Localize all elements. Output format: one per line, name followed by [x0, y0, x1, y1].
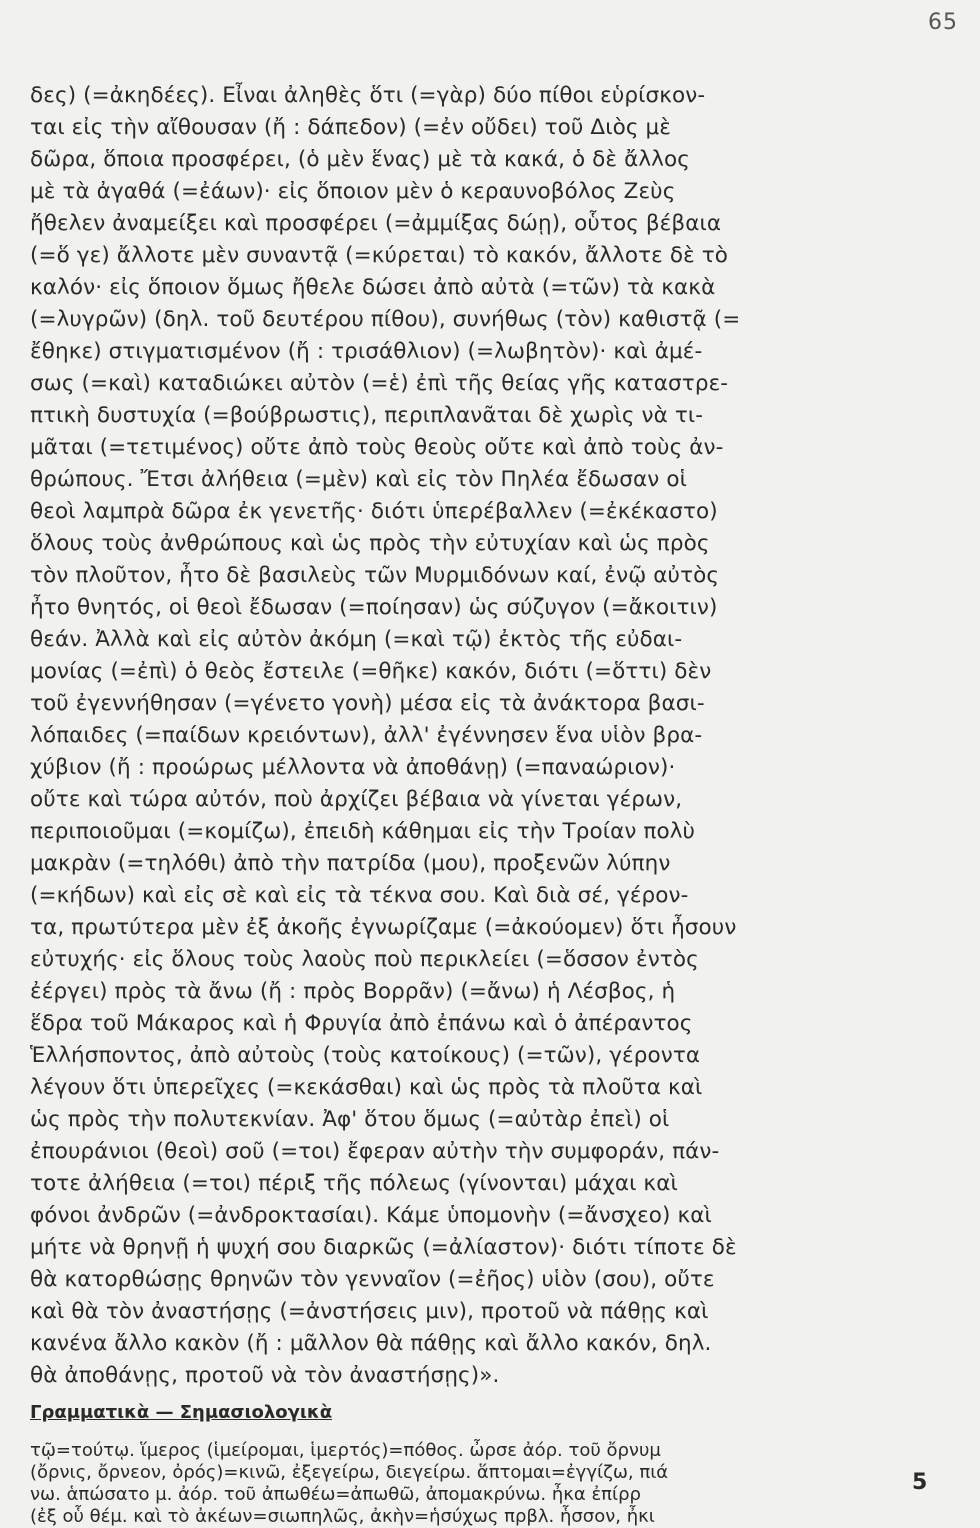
body-line: ἕδρα τοῦ Μάκαρος καὶ ἡ Φρυγία ἀπὸ ἐπάνω καὶ ὁ ἀπέραντος — [30, 1011, 693, 1036]
body-line: τα, πρωτύτερα μὲν ἐξ ἀκοῆς ἐγνωρίζαμε (=ἀκούομεν) ὅτι ἦσουν — [30, 915, 737, 940]
body-text — [30, 80, 955, 1392]
body-line: μακρὰν (=τηλόθι) ἀπὸ τὴν πατρίδα (μου), προξενῶν λύπην — [30, 851, 671, 876]
body-line: (=λυγρῶν) (δηλ. τοῦ δευτέρου πίθου), συνήθως (τὸν) καθιστᾷ (= — [30, 307, 741, 332]
body-line: κανένα ἄλλο κακὸν (ἤ : μᾶλλον θὰ πάθῃς καὶ ἄλλο κακόν, δηλ. — [30, 1331, 712, 1356]
body-line: ὡς πρὸς τὴν πολυτεκνίαν. Ἀφ' ὅτου ὅμως (=αὐτὰρ ἐπεὶ) οἱ — [30, 1107, 670, 1132]
body-line: μᾶται (=τετιμένος) οὔτε ἀπὸ τοὺς θεοὺς οὔτε καὶ ἀπὸ τοὺς ἀν- — [30, 435, 724, 460]
body-line: μὲ τὰ ἀγαθά (=ἐάων)· εἰς ὅποιον μὲν ὁ κεραυνοβόλος Ζεὺς — [30, 179, 676, 204]
glossary-line: νω. ἁπώσατο μ. ἀόρ. τοῦ ἀπωθέω=ἀπωθῶ, ἀπομακρύνω. ἦκα ἐπίρρ — [30, 1484, 641, 1505]
body-line: ὅλους τοὺς ἀνθρώπους καὶ ὡς πρὸς τὴν εὐτυχίαν καὶ ὡς πρὸς — [30, 531, 710, 556]
body-line: θεάν. Ἀλλὰ καὶ εἰς αὐτὸν ἀκόμη (=καὶ τῷ) ἐκτὸς τῆς εὐδαι- — [30, 627, 683, 652]
body-line: καλόν· εἰς ὅποιον ὅμως ἤθελε δώσει ἀπὸ αὐτὰ (=τῶν) τὰ κακὰ — [30, 275, 716, 300]
page-number-bottom: 5 — [912, 1470, 928, 1495]
body-line: θεοὶ λαμπρὰ δῶρα ἐκ γενετῆς· διότι ὑπερέβαλλεν (=ἐκέκαστο) — [30, 499, 718, 524]
page-number-top: 65 — [928, 10, 958, 35]
glossary-line: (ἐξ οὗ θέμ. καὶ τὸ ἀκέων=σιωπηλῶς, ἀκὴν=ἡσύχως πρβλ. ἧσσον, ἦκι — [30, 1506, 655, 1527]
body-line: λόπαιδες (=παίδων κρειόντων), ἀλλ' ἐγέννησεν ἕνα υἱὸν βρα- — [30, 723, 703, 748]
glossary — [30, 1440, 955, 1528]
glossary-line: τῷ=τούτῳ. ἵμερος (ἱμείρομαι, ἱμερτός)=πόθος. ὦρσε ἀόρ. τοῦ ὄρνυμ — [30, 1440, 661, 1461]
body-line: δες) (=ἀκηδέες). Εἶναι ἀληθὲς ὅτι (=γὰρ) δύο πίθοι εὑρίσκον- — [30, 83, 706, 108]
body-line: ἐπουράνιοι (θεοὶ) σοῦ (=τοι) ἔφεραν αὐτὴν τὴν συμφοράν, πάν- — [30, 1139, 720, 1164]
body-line: (=ὅ γε) ἄλλοτε μὲν συναντᾷ (=κύρεται) τὸ κακόν, ἄλλοτε δὲ τὸ — [30, 243, 729, 268]
body-line: δῶρα, ὅποια προσφέρει, (ὁ μὲν ἕνας) μὲ τὰ κακά, ὁ δὲ ἄλλος — [30, 147, 690, 172]
body-line: θὰ κατορθώσῃς θρηνῶν τὸν γενναῖον (=ἐῆος) υἱὸν (σου), οὔτε — [30, 1267, 715, 1292]
body-line: μήτε νὰ θρηνῇ ἡ ψυχή σου διαρκῶς (=ἀλίαστον)· διότι τίποτε δὲ — [30, 1235, 737, 1260]
body-line: τὸν πλοῦτον, ἦτο δὲ βασιλεὺς τῶν Μυρμιδόνων καί, ἐνῷ αὐτὸς — [30, 563, 720, 588]
body-line: θὰ ἀποθάνῃς, προτοῦ νὰ τὸν ἀναστήσῃς)». — [30, 1363, 500, 1388]
body-line: θρώπους. Ἔτσι ἀλήθεια (=μὲν) καὶ εἰς τὸν Πηλέα ἔδωσαν οἱ — [30, 467, 687, 492]
body-line: ἤθελεν ἀναμείξει καὶ προσφέρει (=ἀμμίξας δώῃ), οὗτος βέβαια — [30, 211, 722, 236]
body-line: πτικὴ δυστυχία (=βούβρωστις), περιπλανᾶται δὲ χωρὶς νὰ τι- — [30, 403, 704, 428]
glossary-heading: Γραμματικὰ — Σημασιολογικὰ — [30, 1402, 333, 1423]
body-line: μονίας (=ἐπὶ) ὁ θεὸς ἔστειλε (=θῆκε) κακόν, διότι (=ὅττι) δὲν — [30, 659, 712, 684]
body-line: τοτε ἀλήθεια (=τοι) πέριξ τῆς πόλεως (γίνονται) μάχαι καὶ — [30, 1171, 678, 1196]
body-line: περιποιοῦμαι (=κομίζω), ἐπειδὴ κάθημαι εἰς τὴν Τροίαν πολὺ — [30, 819, 696, 844]
body-line: τοῦ ἐγεννήθησαν (=γένετο γονὴ) μέσα εἰς τὰ ἀνάκτορα βασι- — [30, 691, 705, 716]
body-line: λέγουν ὅτι ὑπερεῖχες (=κεκάσθαι) καὶ ὡς πρὸς τὰ πλοῦτα καὶ — [30, 1075, 703, 1100]
body-line: εὐτυχής· εἰς ὅλους τοὺς λαοὺς ποὺ περικλείει (=ὅσσον ἐντὸς — [30, 947, 699, 972]
body-line: οὔτε καὶ τώρα αὐτόν, ποὺ ἀρχίζει βέβαια νὰ γίνεται γέρων, — [30, 787, 683, 812]
body-line: καὶ θὰ τὸν ἀναστήσῃς (=ἀνστήσεις μιν), προτοῦ νὰ πάθῃς καὶ — [30, 1299, 709, 1324]
body-line: ἐέργει) πρὸς τὰ ἄνω (ἤ : πρὸς Βορρᾶν) (=ἄνω) ἡ Λέσβος, ἡ — [30, 979, 676, 1004]
body-line: (=κήδων) καὶ εἰς σὲ καὶ εἰς τὰ τέκνα σου. Καὶ διὰ σέ, γέρον- — [30, 883, 689, 908]
glossary-line: (ὄρνις, ὄρνεον, ὀρός)=κινῶ, ἐξεγείρω, διεγείρω. ἅπτομαι=ἐγγίζω, πιά — [30, 1462, 669, 1483]
body-line: φόνοι ἀνδρῶν (=ἀνδροκτασίαι). Κάμε ὑπομονὴν (=ἄνσχεο) καὶ — [30, 1203, 712, 1228]
body-line: σως (=καὶ) καταδιώκει αὐτὸν (=ἑ) ἐπὶ τῆς θείας γῆς καταστρε- — [30, 371, 729, 396]
body-line: ἔθηκε) στιγματισμένον (ἤ : τρισάθλιον) (=λωβητὸν)· καὶ ἀμέ- — [30, 339, 703, 364]
body-line: χύβιον (ἤ : προώρως μέλλοντα νὰ ἀποθάνῃ) (=παναώριον)· — [30, 755, 676, 780]
body-line: ἦτο θνητός, οἱ θεοὶ ἔδωσαν (=ποίησαν) ὡς σύζυγον (=ἄκοιτιν) — [30, 595, 718, 620]
body-line: ται εἰς τὴν αἴθουσαν (ἤ : δάπεδον) (=ἐν οὔδει) τοῦ Διὸς μὲ — [30, 115, 671, 140]
body-line: Ἑλλήσποντος, ἀπὸ αὐτοὺς (τοὺς κατοίκους) (=τῶν), γέροντα — [30, 1043, 701, 1068]
